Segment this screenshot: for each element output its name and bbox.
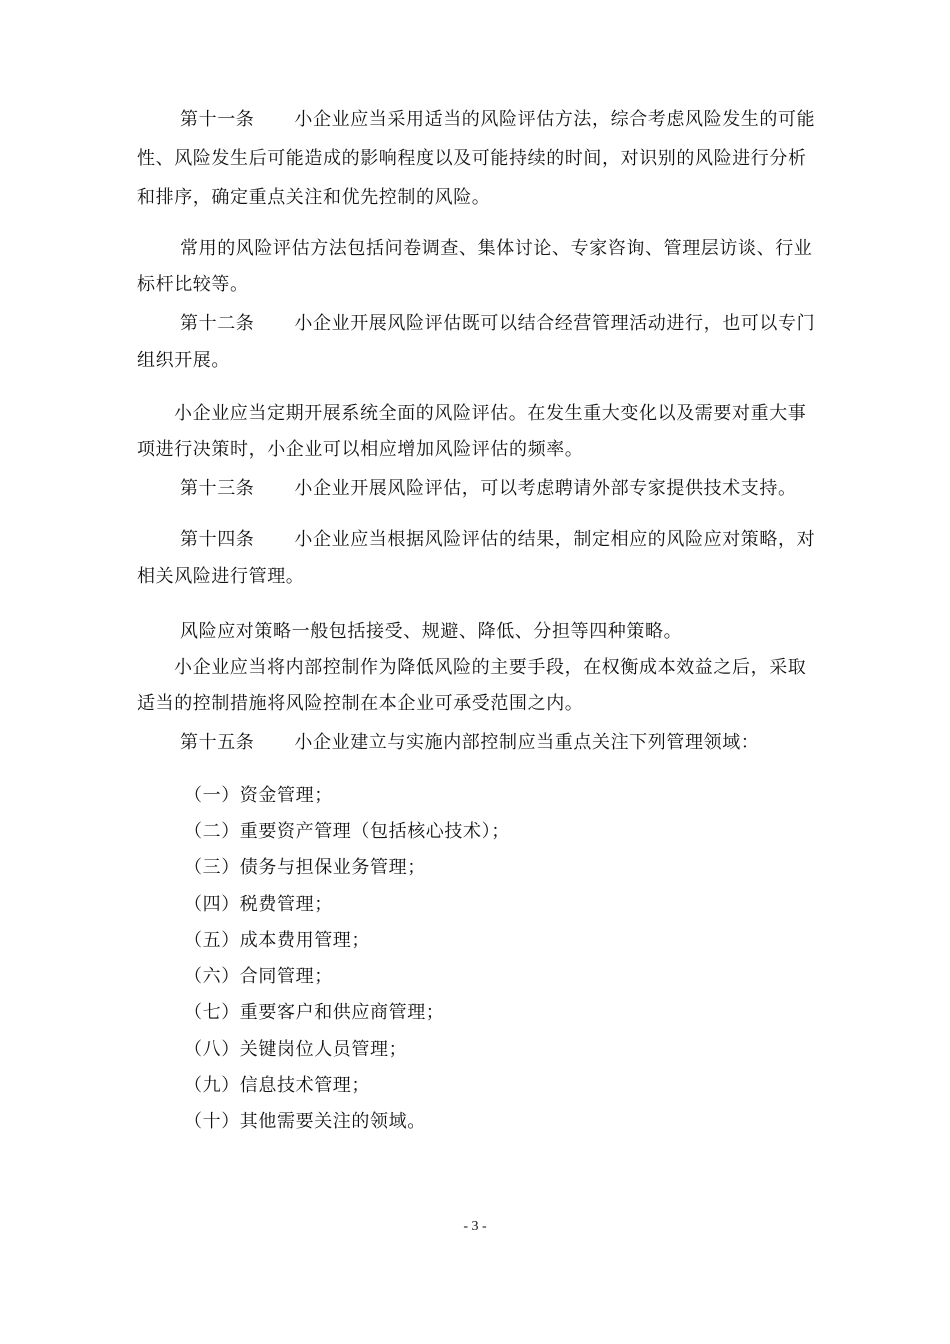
article-11-para-2-line-1: 常用的风险评估方法包括问卷调查、集体讨论、专家咨询、管理层访谈、行业	[180, 238, 813, 259]
article-11-text: 小企业应当采用适当的风险评估方法，综合考虑风险发生的可能	[294, 109, 816, 130]
list-item: （十）其他需要关注的领域。	[184, 1111, 426, 1132]
list-item: （二）重要资产管理（包括核心技术）；	[184, 821, 510, 842]
list-item: （八）关键岗位人员管理；	[184, 1039, 408, 1060]
article-11-para-2-line-2: 标杆比较等。	[137, 274, 249, 295]
article-12-heading: 第十二条	[180, 313, 255, 334]
article-14-para-3-line-1: 小企业应当将内部控制作为降低风险的主要手段，在权衡成本效益之后，采取	[174, 657, 807, 678]
article-13-heading: 第十三条	[180, 478, 255, 499]
article-14-line-2: 相关风险进行管理。	[137, 566, 305, 587]
article-11-line-2: 性、风险发生后可能造成的影响程度以及可能持续的时间，对识别的风险进行分析	[137, 148, 807, 169]
list-item: （四）税费管理；	[184, 894, 333, 915]
list-item: （五）成本费用管理；	[184, 930, 370, 951]
article-11-line-1	[180, 108, 815, 132]
article-15-line-1	[180, 731, 759, 755]
article-14-heading: 第十四条	[180, 529, 255, 550]
article-14-text: 小企业应当根据风险评估的结果，制定相应的风险应对策略，对	[294, 529, 816, 550]
article-14-line-1	[180, 528, 815, 552]
article-12-text: 小企业开展风险评估既可以结合经营管理活动进行，也可以专门	[294, 313, 816, 334]
article-12-line-2: 组织开展。	[137, 350, 230, 371]
article-12-para-2-line-1: 小企业应当定期开展系统全面的风险评估。在发生重大变化以及需要对重大事	[174, 403, 807, 424]
article-14-para-3-line-2: 适当的控制措施将风险控制在本企业可承受范围之内。	[137, 693, 584, 714]
article-15-text: 小企业建立与实施内部控制应当重点关注下列管理领域：	[294, 732, 760, 753]
article-13-line-1	[180, 477, 797, 501]
page-number: - 3 -	[463, 1219, 487, 1234]
article-14-para-2: 风险应对策略一般包括接受、规避、降低、分担等四种策略。	[180, 621, 683, 642]
list-item: （六）合同管理；	[184, 966, 333, 987]
article-13-text: 小企业开展风险评估，可以考虑聘请外部专家提供技术支持。	[294, 478, 797, 499]
article-12-para-2-line-2: 项进行决策时，小企业可以相应增加风险评估的频率。	[137, 439, 584, 460]
article-11-heading: 第十一条	[180, 109, 255, 130]
article-12-line-1	[180, 312, 815, 336]
article-11-line-3: 和排序，确定重点关注和优先控制的风险。	[137, 187, 491, 208]
list-item: （七）重要客户和供应商管理；	[184, 1002, 445, 1023]
list-item: （九）信息技术管理；	[184, 1075, 370, 1096]
list-item: （三）债务与担保业务管理；	[184, 857, 426, 878]
list-item: （一）资金管理；	[184, 785, 333, 806]
article-15-heading: 第十五条	[180, 732, 255, 753]
